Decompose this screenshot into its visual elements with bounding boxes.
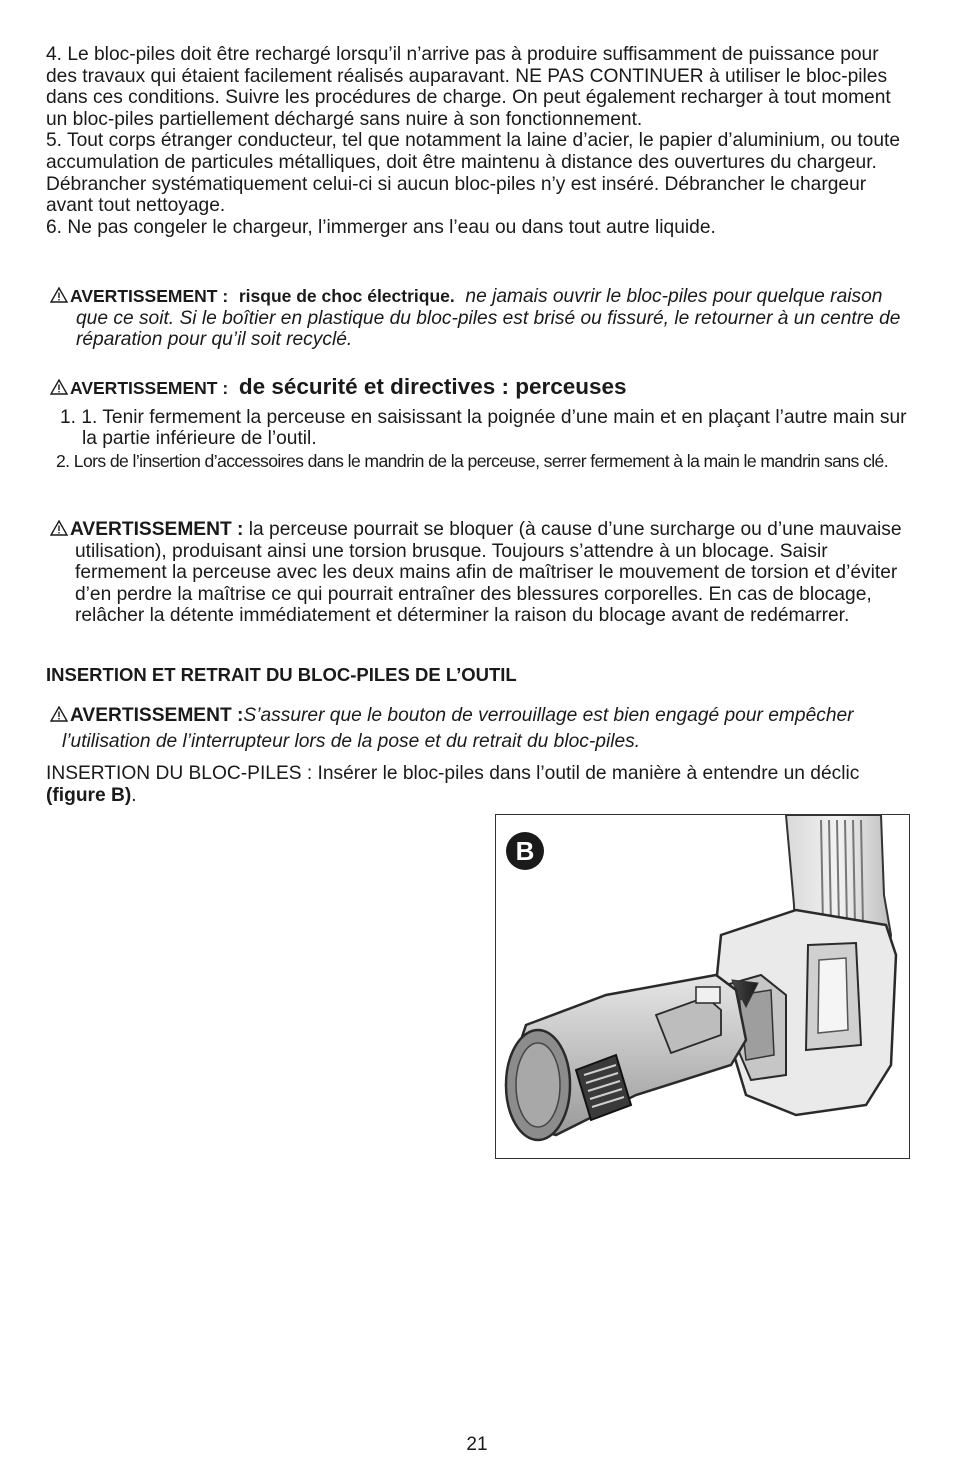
figure-reference: (figure B) <box>46 784 132 806</box>
page-number: 21 <box>466 1434 488 1455</box>
warning-label: AVERTISSEMENT : <box>70 378 229 398</box>
drill-item-1: 1. 1. Tenir fermement la perceuse en saisissant la poignée d’une main et en plaçant l’autre main sur la partie inférieure de l’outil. <box>60 406 907 450</box>
paragraph-4: 4. Le bloc-piles doit être rechargé lorsqu’il n’arrive pas à produire suffisamment de puissance pour des travaux qui étaient facilement réalisés auparavant. NE PAS CONTINUER à utiliser le bloc-piles dans ces conditions. Suivre les procédures de charge. On peut également recharger à tout moment un bloc-piles partiellement déchargé sans nuire à son fonctionnement. <box>46 44 891 130</box>
battery-insertion-illustration <box>496 815 909 1158</box>
warning-text: S’assurer que le bouton de verrouillage est bien engagé pour empêcher l’utilisation de l’interrupteur lors de la pose et du retrait du bloc-piles. <box>62 705 854 752</box>
warning-lock-button <box>46 703 912 755</box>
warning-text: ne jamais ouvrir le bloc-piles pour quelque raison que ce soit. Si le boîtier en plastique du bloc-piles est brisé ou fissuré, le retourner à un centre de réparation pour qu’il soit recyclé. <box>76 286 901 351</box>
figure-b <box>495 814 910 1159</box>
paragraph-5: 5. Tout corps étranger conducteur, tel que notamment la laine d’acier, le papier d’aluminium, ou toute accumulation de particules métalliques, doit être maintenu à distance des ouvertures du chargeur. Débrancher systématiquement celui-ci si aucun bloc-piles n’y est inséré. Débrancher le chargeur avant tout nettoyage. <box>46 130 900 217</box>
warning-label: AVERTISSEMENT : <box>70 519 244 540</box>
warning-triangle-icon <box>50 706 68 722</box>
warning-drill-safety <box>46 376 912 472</box>
warning-label: AVERTISSEMENT : <box>70 286 229 306</box>
section-heading <box>46 664 912 686</box>
warning-triangle-icon <box>50 379 68 395</box>
insertion-paragraph <box>46 763 912 806</box>
section-heading-text: INSERTION ET RETRAIT DU BLOC-PILES DE L’OUTIL <box>46 664 517 685</box>
drill-item-2: 2. Lors de l’insertion d’accessoires dans le mandrin de la perceuse, serrer fermement à la main le mandrin sans clé. <box>56 450 889 471</box>
warning-triangle-icon <box>50 520 68 536</box>
paragraph-6: 6. Ne pas congeler le chargeur, l’immerger ans l’eau ou dans tout autre liquide. <box>46 216 716 238</box>
charger-instructions <box>46 44 912 238</box>
insertion-end: . <box>131 784 137 806</box>
warning-subject: risque de choc électrique. <box>238 286 455 306</box>
section-title-drills: de sécurité et directives : perceuses <box>238 374 627 399</box>
warning-label: AVERTISSEMENT : <box>70 705 244 726</box>
warning-drill-stall <box>46 519 912 627</box>
warning-electric-shock <box>46 286 912 351</box>
insertion-text: INSERTION DU BLOC-PILES : Insérer le bloc-piles dans l’outil de manière à entendre un déclic <box>46 763 860 784</box>
warning-triangle-icon <box>50 287 68 303</box>
figure-letter: B <box>515 836 535 866</box>
warning-text: la perceuse pourrait se bloquer (à cause d’une surcharge ou d’une mauvaise utilisation), produisant ainsi une torsion brusque. Toujours s’attendre à un blocage. Saisir fermement la perceuse avec les deux mains afin de maîtriser le mouvement de torsion et d’éviter d’en perdre la maîtrise ce qui pourrait entraîner des blessures corporelles. En cas de blocage, relâcher la détente immédiatement et déterminer la raison du blocage avant de redémarrer. <box>75 519 902 627</box>
